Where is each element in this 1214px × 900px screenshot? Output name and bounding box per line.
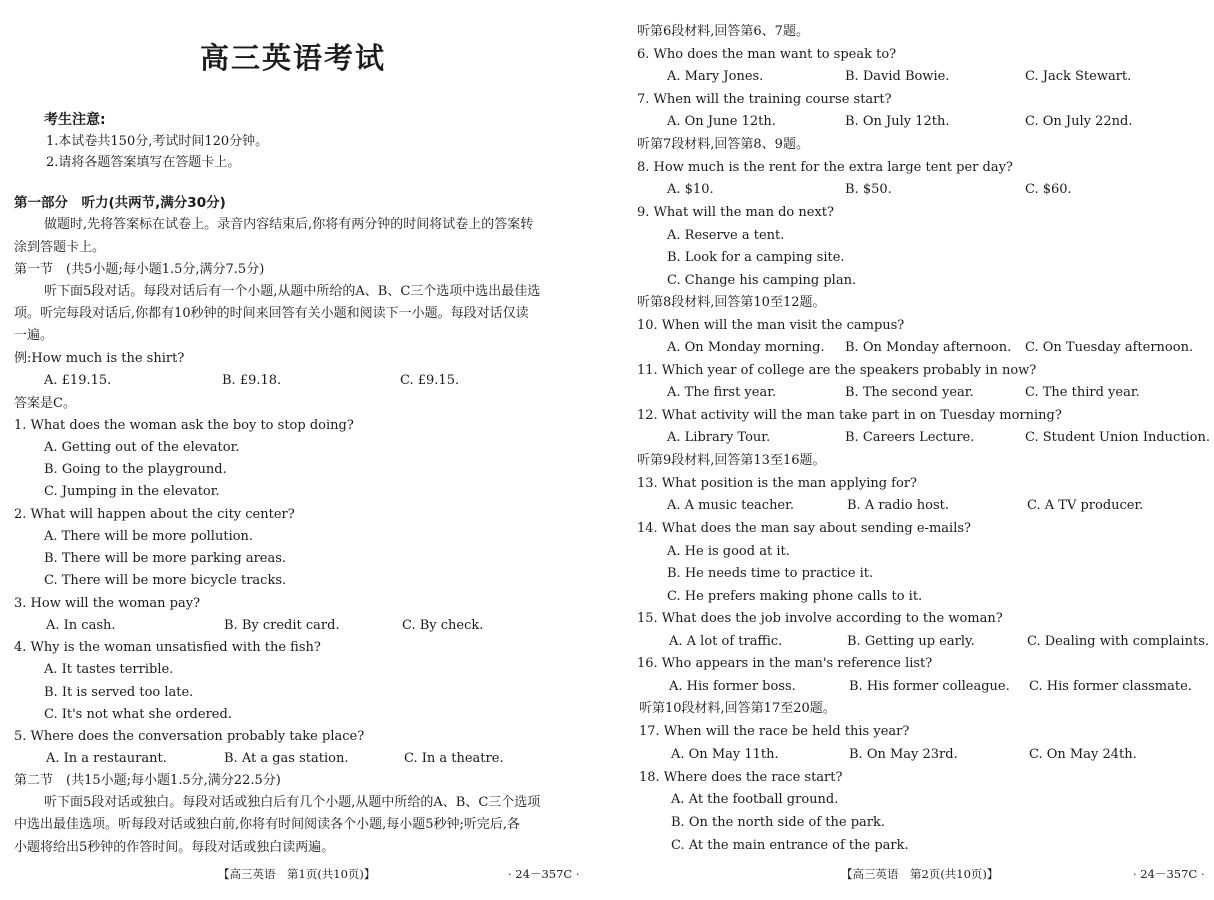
part1-heading: 第一部分 听力(共两节,满分30分) [14, 195, 226, 211]
option: B. Going to the playground. [44, 462, 227, 477]
option: C. On Tuesday afternoon. [1025, 340, 1194, 355]
example-question: 例:How much is the shirt? [14, 351, 185, 366]
section1-instruction: 项。听完每段对话后,你都有10秒钟的时间来回答有关小题和阅读下一小题。每段对话仅读 [14, 306, 529, 321]
section1-heading: 第一节 (共5小题;每小题1.5分,满分7.5分) [14, 262, 265, 277]
option: C. By check. [402, 618, 484, 633]
option: A. On June 12th. [667, 114, 776, 129]
option: B. He needs time to practice it. [667, 566, 874, 581]
option: C. It's not what she ordered. [44, 707, 232, 722]
section2-instruction: 中选出最佳选项。听每段对话或独白前,你将有时间阅读各个小题,每小题5秒钟;听完后,各 [14, 817, 521, 832]
question: 15. What does the job involve according to the woman? [637, 611, 1003, 626]
option: A. A music teacher. [667, 498, 795, 513]
option: B. Careers Lecture. [845, 430, 975, 445]
notice-heading: 考生注意: [44, 112, 106, 128]
question: 4. Why is the woman unsatisfied with the fish? [14, 640, 321, 655]
option: A. In cash. [46, 618, 116, 633]
question: 17. When will the race be held this year? [639, 724, 910, 739]
option: A. He is good at it. [667, 544, 790, 559]
material-heading: 听第9段材料,回答第13至16题。 [637, 453, 826, 468]
exam-page-left [0, 0, 600, 900]
material-heading: 听第7段材料,回答第8、9题。 [637, 137, 809, 152]
question: 6. Who does the man want to speak to? [637, 47, 897, 62]
question: 10. When will the man visit the campus? [637, 318, 905, 333]
option: A. At the football ground. [671, 792, 839, 807]
option: B. By credit card. [224, 618, 340, 633]
option: B. On May 23rd. [849, 747, 958, 762]
option: B. Getting up early. [847, 634, 975, 649]
option: C. In a theatre. [404, 751, 504, 766]
exam-page-right [607, 0, 1214, 900]
question: 12. What activity will the man take part in on Tuesday morning? [637, 408, 1062, 423]
option: B. It is served too late. [44, 685, 194, 700]
material-heading: 听第8段材料,回答第10至12题。 [637, 295, 826, 310]
option: C. He prefers making phone calls to it. [667, 589, 923, 604]
option: C. The third year. [1025, 385, 1140, 400]
option: C. $60. [1025, 182, 1072, 197]
question: 18. Where does the race start? [639, 770, 843, 785]
instruction-line: 涂到答题卡上。 [14, 240, 106, 255]
exam-title: 高三英语考试 [200, 41, 387, 75]
notice-item: 1.本试卷共150分,考试时间120分钟。 [46, 134, 269, 149]
option: A. Reserve a tent. [667, 228, 785, 243]
example-answer: 答案是C。 [14, 396, 76, 411]
option: A. It tastes terrible. [44, 662, 174, 677]
option: B. A radio host. [847, 498, 949, 513]
option: C. Student Union Induction. [1025, 430, 1211, 445]
option: B. On the north side of the park. [671, 815, 886, 830]
question: 11. Which year of college are the speakers probably in now? [637, 363, 1037, 378]
option: C. His former classmate. [1029, 679, 1192, 694]
option: A. Mary Jones. [667, 69, 764, 84]
instruction-line: 做题时,先将答案标在试卷上。录音内容结束后,你将有两分钟的时间将试卷上的答案转 [44, 217, 534, 232]
page-code: · 24－357C · [508, 867, 580, 881]
section2-instruction: 听下面5段对话或独白。每段对话或独白后有几个小题,从题中所给的A、B、C三个选项 [44, 795, 541, 810]
section1-instruction: 听下面5段对话。每段对话后有一个小题,从题中所给的A、B、C三个选项中选出最佳选 [44, 284, 541, 299]
example-option: B. £9.18. [222, 373, 282, 388]
option: B. On July 12th. [845, 114, 950, 129]
option: A. Library Tour. [667, 430, 771, 445]
option: B. At a gas station. [224, 751, 349, 766]
option: C. Jumping in the elevator. [44, 484, 220, 499]
option: A. On Monday morning. [667, 340, 825, 355]
option: C. On July 22nd. [1025, 114, 1133, 129]
question: 3. How will the woman pay? [14, 596, 201, 611]
page-code: · 24－357C · [1133, 867, 1205, 881]
option: A. There will be more pollution. [44, 529, 254, 544]
option: C. Dealing with complaints. [1027, 634, 1209, 649]
option: B. On Monday afternoon. [845, 340, 1012, 355]
option: B. $50. [845, 182, 892, 197]
option: B. His former colleague. [849, 679, 1010, 694]
option: A. A lot of traffic. [669, 634, 783, 649]
section2-heading: 第二节 (共15小题;每小题1.5分,满分22.5分) [14, 773, 281, 788]
option: B. There will be more parking areas. [44, 551, 287, 566]
option: A. $10. [667, 182, 714, 197]
option: B. The second year. [845, 385, 974, 400]
option: A. On May 11th. [671, 747, 779, 762]
section2-instruction: 小题将给出5秒钟的作答时间。每段对话或独白读两遍。 [14, 840, 335, 855]
example-option: C. £9.15. [400, 373, 460, 388]
option: C. Jack Stewart. [1025, 69, 1132, 84]
question: 13. What position is the man applying for? [637, 476, 918, 491]
question: 8. How much is the rent for the extra large tent per day? [637, 160, 1013, 175]
question: 2. What will happen about the city center? [14, 507, 295, 522]
option: C. There will be more bicycle tracks. [44, 573, 287, 588]
question: 5. Where does the conversation probably take place? [14, 729, 365, 744]
option: C. On May 24th. [1029, 747, 1137, 762]
option: C. At the main entrance of the park. [671, 838, 909, 853]
option: B. Look for a camping site. [667, 250, 845, 265]
question: 9. What will the man do next? [637, 205, 834, 220]
question: 7. When will the training course start? [637, 92, 892, 107]
option: A. In a restaurant. [46, 751, 167, 766]
option: C. A TV producer. [1027, 498, 1144, 513]
option: C. Change his camping plan. [667, 273, 857, 288]
page-footer: 【高三英语 第2页(共10页)】 [841, 867, 999, 881]
section1-instruction: 一遍。 [14, 328, 54, 343]
question: 1. What does the woman ask the boy to stop doing? [14, 418, 354, 433]
option: A. His former boss. [669, 679, 796, 694]
material-heading: 听第10段材料,回答第17至20题。 [639, 701, 836, 716]
option: A. Getting out of the elevator. [44, 440, 240, 455]
option: B. David Bowie. [845, 69, 950, 84]
question: 16. Who appears in the man's reference list? [637, 656, 933, 671]
page-footer: 【高三英语 第1页(共10页)】 [218, 867, 376, 881]
notice-item: 2.请将各题答案填写在答题卡上。 [46, 155, 241, 170]
option: A. The first year. [667, 385, 777, 400]
example-option: A. £19.15. [44, 373, 112, 388]
question: 14. What does the man say about sending e-mails? [637, 521, 971, 536]
material-heading: 听第6段材料,回答第6、7题。 [637, 24, 809, 39]
